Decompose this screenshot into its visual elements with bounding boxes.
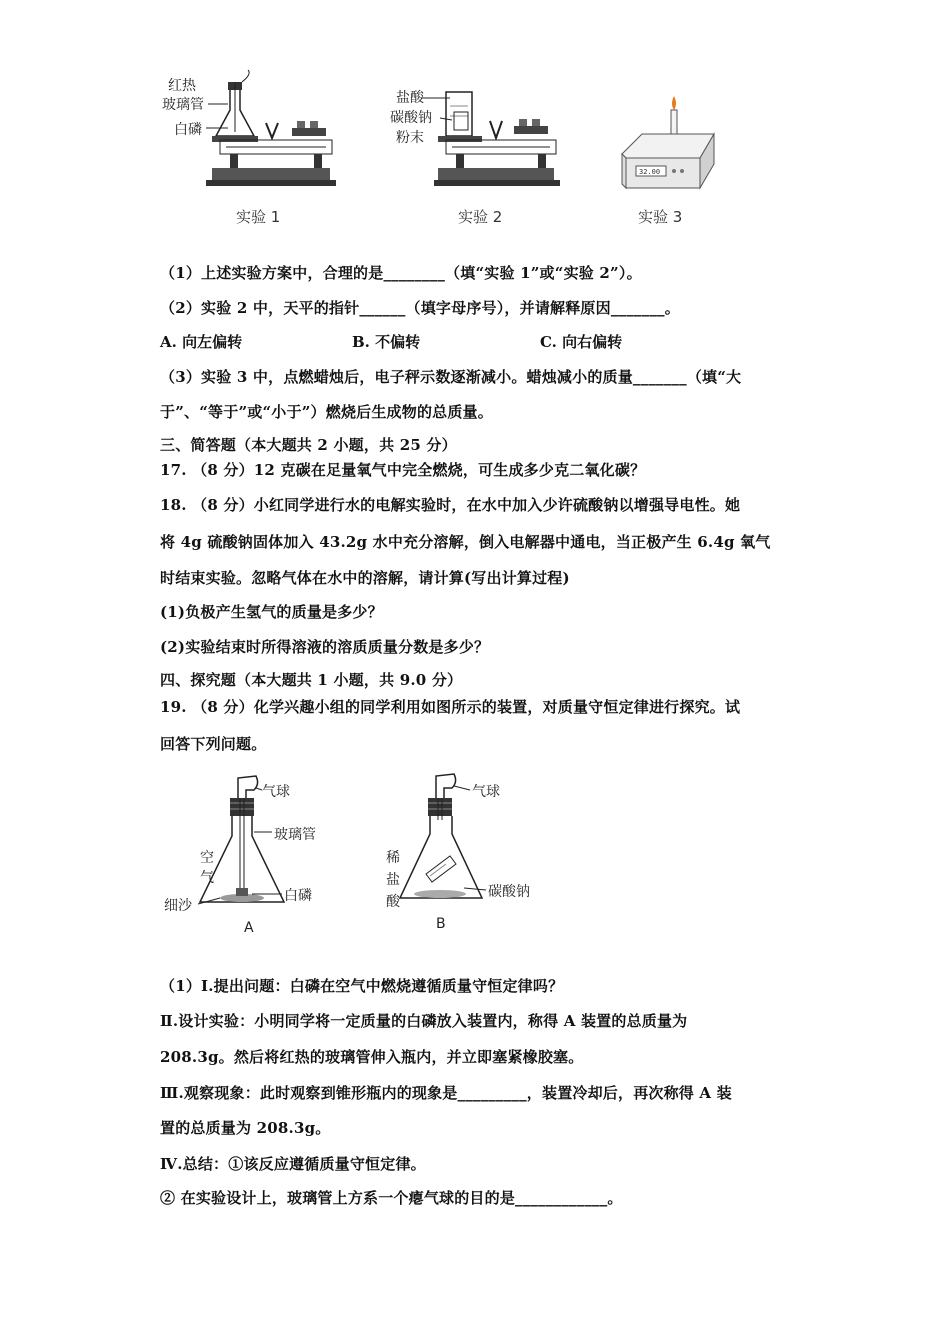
label-balloon-b: 气球 (472, 784, 500, 800)
label-sodium-carbonate-b: 碳酸钠 (488, 884, 530, 900)
q19-step4: Ⅳ.总结：①该反应遵循质量守恒定律。 (160, 1155, 426, 1173)
q18-line2: 将 4g 硫酸钠固体加入 43.2g 水中充分溶解，倒入电解器中通电，当正极产生 6.4g 氧气 (160, 533, 771, 551)
q16-part1: （1）上述实验方案中，合理的是________（填“实验 1”或“实验 2”）。 (160, 264, 642, 282)
scale-readout: 32.00 (639, 168, 661, 176)
q19-step3-line1: Ⅲ.观察现象：此时观察到锥形瓶内的现象是_________，装置冷却后，再次称得 A 装 (160, 1084, 732, 1102)
label-balloon-a: 气球 (262, 784, 290, 800)
label-glass-tube-a: 玻璃管 (274, 827, 316, 843)
apparatus-b-figure (380, 770, 550, 940)
q18-sub1: (1)负极产生氢气的质量是多少？ (160, 603, 383, 621)
q19-line2: 回答下列问题。 (160, 735, 267, 753)
q19-step2-line1: Ⅱ.设计实验：小明同学将一定质量的白磷放入装置内，称得 A 装置的总质量为 (160, 1012, 688, 1030)
experiment-2-caption: 实验 2 (458, 208, 503, 226)
q16-part3-line1: （3）实验 3 中，点燃蜡烛后，电子秤示数逐渐减小。蜡烛减小的质量_______（填“大 (160, 368, 742, 386)
experiment-2-figure (390, 86, 560, 196)
q18-sub2: (2)实验结束时所得溶液的溶质质量分数是多少？ (160, 638, 490, 656)
experiment-1-figure (160, 68, 340, 198)
label-fine-sand: 细沙 (164, 898, 192, 914)
q19-step2-line2: 208.3g。然后将红热的玻璃管伸入瓶内，并立即塞紧橡胶塞。 (160, 1048, 584, 1066)
label-air-1: 空 (200, 850, 214, 866)
caption-b: B (436, 916, 446, 932)
apparatus-a-figure (160, 770, 350, 940)
label-red-hot: 红热 (168, 78, 196, 94)
label-dilute-1: 稀 (386, 850, 400, 866)
q18-line3: 时结束实验。忽略气体在水中的溶解，请计算(写出计算过程) (160, 569, 570, 587)
section-3-heading: 三、简答题（本大题共 2 小题，共 25 分） (160, 436, 457, 454)
experiment-3-caption: 实验 3 (638, 208, 683, 226)
q19-step3-line2: 置的总质量为 208.3g。 (160, 1119, 331, 1137)
label-white-phosphorus: 白磷 (174, 122, 202, 138)
q16-part3-line2: 于”、“等于”或“小于”）燃烧后生成物的总质量。 (160, 403, 493, 421)
label-dilute-2: 盐 (386, 872, 400, 888)
label-hydrochloric-acid: 盐酸 (396, 90, 424, 106)
q18-line1: 18. （8 分）小红同学进行水的电解实验时，在水中加入少许硫酸钠以增强导电性。她 (160, 496, 741, 514)
q16-option-c: C. 向右偏转 (540, 333, 623, 351)
label-powder: 粉末 (396, 130, 424, 146)
q16-option-b: B. 不偏转 (352, 333, 421, 351)
label-air-2: 气 (200, 870, 214, 886)
label-glass-tube: 玻璃管 (162, 97, 204, 113)
q19-line1: 19. （8 分）化学兴趣小组的同学利用如图所示的装置，对质量守恒定律进行探究。试 (160, 698, 741, 716)
q16-option-a: A. 向左偏转 (160, 333, 243, 351)
section-4-heading: 四、探究题（本大题共 1 小题，共 9.0 分） (160, 671, 463, 689)
q16-part2: （2）实验 2 中，天平的指针______（填字母序号），并请解释原因_______。 (160, 299, 680, 317)
q19-step5: ② 在实验设计上，玻璃管上方系一个瘪气球的目的是____________。 (160, 1189, 623, 1207)
experiment-3-figure (612, 92, 722, 197)
label-white-phosphorus-a: 白磷 (284, 888, 312, 904)
caption-a: A (244, 920, 254, 936)
label-dilute-3: 酸 (386, 894, 400, 910)
q19-step1: （1）I.提出问题：白磷在空气中燃烧遵循质量守恒定律吗？ (160, 977, 564, 995)
label-sodium-carbonate: 碳酸钠 (390, 110, 432, 126)
experiment-1-caption: 实验 1 (236, 208, 281, 226)
q17-text: 17. （8 分）12 克碳在足量氧气中完全燃烧，可生成多少克二氧化碳？ (160, 461, 646, 479)
